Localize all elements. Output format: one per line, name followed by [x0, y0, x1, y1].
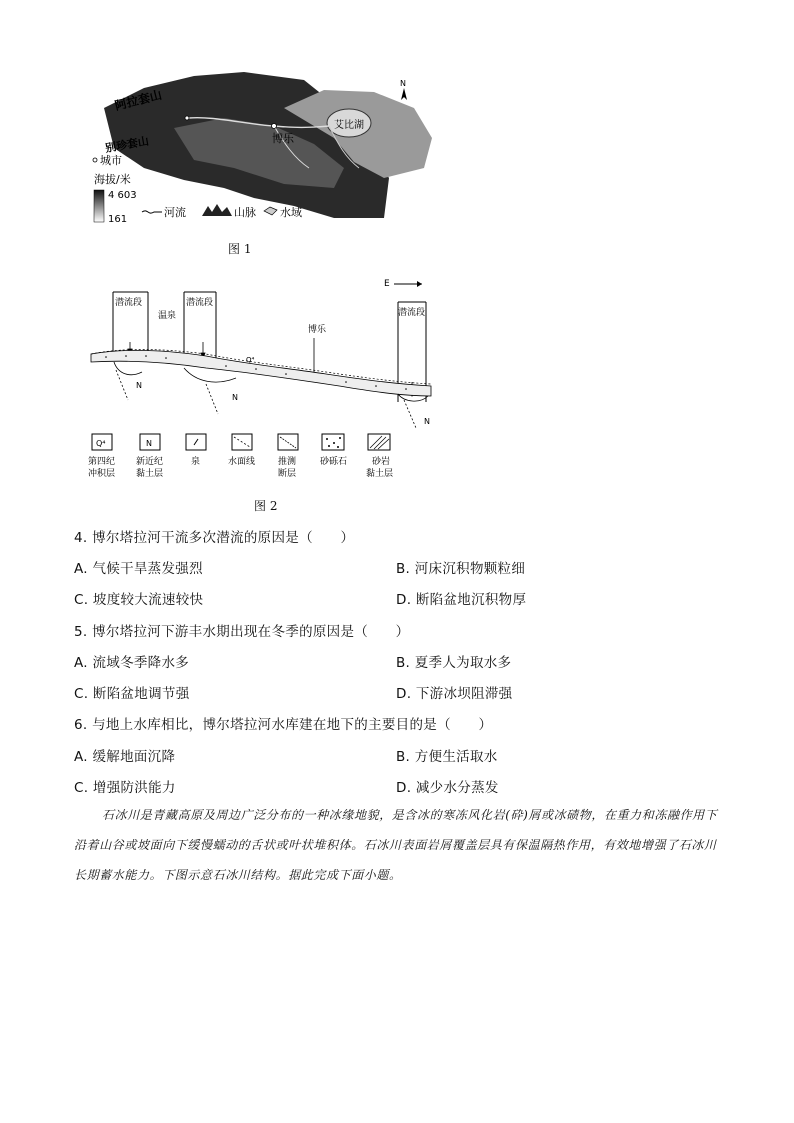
svg-text:Q⁴: Q⁴ [96, 439, 106, 448]
figure-2-section [86, 274, 438, 492]
q4-label: Q⁴ [246, 356, 255, 364]
svg-text:温泉: 温泉 [158, 311, 177, 321]
gravel-layer [91, 350, 431, 396]
city-marker [272, 124, 277, 129]
sandstone-legend-icon [368, 434, 390, 450]
question-5-option-b: B. 夏季人为取水多 [396, 655, 512, 671]
question-5-stem: 5. 博尔塔拉河下游丰水期出现在冬季的原因是（ ） [74, 624, 410, 640]
legend-label-2b: 黏土层 [136, 469, 164, 479]
svg-text:N: N [146, 439, 152, 448]
legend-label-3: 泉 [191, 457, 201, 467]
seg-label-2: 潜流段 [186, 298, 214, 308]
figure-2-caption: 图 2 [254, 499, 278, 513]
n-label-1: N [136, 381, 142, 390]
section-city-label: 博乐 [308, 325, 327, 335]
legend-elevation-title: 海拔/米 [94, 173, 131, 186]
gravel-legend-icon [322, 434, 344, 450]
question-6-option-c: C. 增强防洪能力 [74, 780, 176, 796]
legend-label-5b: 断层 [278, 469, 297, 479]
legend-label-5a: 推测 [278, 457, 297, 467]
north-arrow-icon [400, 79, 407, 100]
question-4-option-b: B. 河床沉积物颗粒细 [396, 561, 526, 577]
question-4-stem: 4. 博尔塔拉河干流多次潜流的原因是（ ） [74, 530, 355, 546]
question-6-option-d: D. 减少水分蒸发 [396, 780, 499, 796]
question-6-stem: 6. 与地上水库相比，博尔塔拉河水库建在地下的主要目的是（ ） [74, 717, 493, 733]
lake-label: 艾比湖 [334, 120, 364, 131]
legend-label-7a: 砂岩 [372, 457, 391, 467]
legend-water: 水域 [280, 206, 302, 219]
svg-text:N: N [400, 79, 406, 88]
seg-label-1: 潜流段 [115, 298, 143, 308]
n-label-2: N [232, 393, 238, 402]
legend-label-6: 砂砾石 [320, 457, 348, 467]
question-6-option-b: B. 方便生活取水 [396, 749, 498, 765]
spring-label [158, 309, 176, 321]
city-label: 博乐 [272, 132, 294, 145]
section-legend [88, 434, 393, 479]
question-4-option-c: C. 坡度较大流速较快 [74, 592, 204, 608]
figure-1-map [84, 68, 436, 228]
question-5-option-c: C. 断陷盆地调节强 [74, 686, 190, 702]
mountain-label-1: 阿拉套山 [113, 87, 164, 113]
legend-city: 城市 [100, 154, 122, 167]
question-4-option-d: D. 断陷盆地沉积物厚 [396, 592, 527, 608]
question-5-option-a: A. 流域冬季降水多 [74, 655, 190, 671]
legend-label-7b: 黏土层 [366, 469, 394, 479]
question-6-option-a: A. 缓解地面沉降 [74, 749, 176, 765]
passage-paragraph [74, 800, 724, 890]
legend-elev-max: 4 603 [108, 190, 137, 201]
legend-elev-min: 161 [108, 214, 128, 225]
east-arrow-icon [417, 281, 422, 287]
elevation-scale [94, 190, 104, 222]
mountain-legend-icon [202, 204, 232, 216]
legend-river: 河流 [164, 206, 186, 219]
seg-label-3: 潜流段 [398, 308, 426, 318]
legend-label-2a: 新近纪 [136, 457, 164, 467]
question-5-option-d: D. 下游冰坝阻滞强 [396, 686, 513, 702]
legend-label-4: 水面线 [228, 457, 256, 467]
legend-label-1a: 第四纪 [88, 457, 116, 467]
figure-1-caption: 图 1 [228, 242, 252, 256]
n-label-3: N [424, 417, 430, 426]
mountain-label-2: 别珍套山 [104, 134, 150, 155]
legend-label-1b: 冲积层 [88, 469, 116, 479]
river-legend-icon [142, 211, 162, 213]
question-4-option-a: A. 气候干旱蒸发强烈 [74, 561, 203, 577]
legend-mountain: 山脉 [234, 206, 256, 219]
water-legend-icon [264, 207, 277, 215]
direction-label: E [384, 279, 390, 289]
passage-text: 石冰川是青藏高原及周边广泛分布的一种冰缘地貌，是含冰的寒冻风化岩(砕)屑或冰碛物，在重力和冻融作用下沿着山谷或坡面向下缓慢蠕动的舌状或叶状堆积体。石冰川表面岩屑覆盖层具有保温隔热作用，有效地增强了石冰川长期蓄水能力。下图示意石冰川结构。据此完成下面小题。 [74, 808, 718, 882]
